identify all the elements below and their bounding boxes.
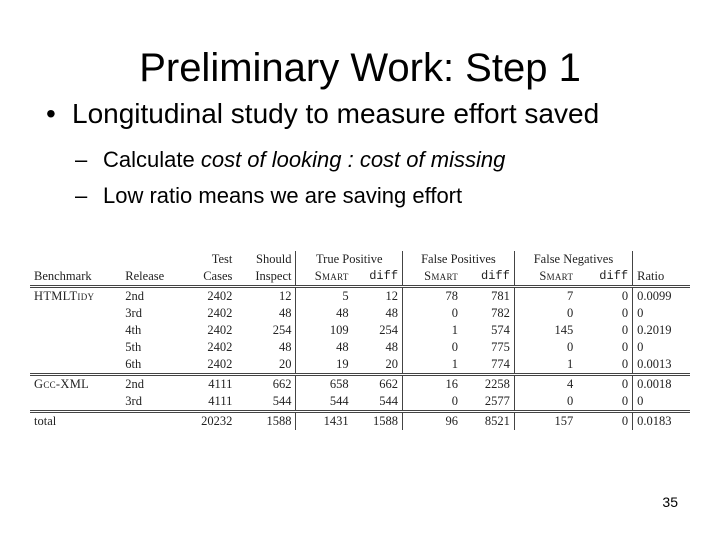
header-test: Test [211,252,233,266]
cell-fn-smart: 0 [567,306,574,320]
cell-benchmark [30,322,121,339]
cell-tp-smart: 544 [296,393,353,412]
table-group-header-row [30,251,690,268]
cell-fp-diff: 775 [462,339,514,356]
cell-tp-smart: 5 [342,289,349,303]
cell-inspect: 1588 [236,412,296,431]
cell-ratio: 0 [637,340,644,354]
bullet-main-text: Longitudinal study to measure effort saved [72,98,600,129]
cell-inspect: 48 [236,305,296,322]
col-fp-diff: diff [462,268,514,287]
cell-inspect: 662 [236,375,296,394]
cell-release: 5th [125,340,142,354]
cell-ratio: 0 [633,393,690,412]
cell-release: 3rd [125,306,142,320]
cell-fp-diff: 774 [462,356,514,375]
cell-tp-diff: 48 [353,339,403,356]
cell-inspect: 20 [236,356,296,375]
cell-fp-smart: 16 [445,377,459,391]
cell-inspect: 544 [236,393,296,412]
cell-fp-smart: 0 [451,306,459,320]
cell-fp-diff: 2577 [462,393,514,412]
cell-tp-diff: 544 [353,393,403,412]
cell-release [121,412,184,431]
cell-fn-diff: 0 [577,305,632,322]
cell-tp-smart: 48 [336,306,349,320]
cell-cases: 2402 [184,356,236,375]
cell-fp-smart: 0 [451,340,459,354]
cell-fn-diff: 0 [577,393,632,412]
cell-cases: 4111 [208,377,233,391]
cell-tp-smart: 19 [296,356,353,375]
cell-benchmark [30,305,121,322]
cell-tp-diff: 1588 [353,412,403,431]
col-fn-diff: diff [577,268,632,287]
cell-fn-diff: 0 [577,339,632,356]
cell-fp-smart: 1 [451,323,459,337]
cell-cases: 2402 [207,323,233,337]
cell-cases: 2402 [207,340,233,354]
col-ratio: Ratio [633,268,690,287]
cell-tp-smart: 48 [336,340,349,354]
bullet-dot-icon: • [46,98,56,129]
cell-fn-diff: 0 [577,375,632,394]
cell-fp-diff: 8521 [462,412,514,431]
table-row [30,305,690,322]
cell-fp-smart: 1 [403,356,462,375]
cell-fn-smart: 0 [567,340,574,354]
col-cases: Cases [184,268,236,287]
table-row [30,375,690,394]
col-benchmark: Benchmark [30,268,121,287]
cell-release: 6th [121,356,184,375]
table-row [30,287,690,306]
col-release: Release [121,268,184,287]
cell-fn-diff: 0 [577,322,632,339]
cell-fn-smart: 7 [567,289,574,303]
cell-tp-diff: 48 [353,305,403,322]
cell-benchmark [30,339,121,356]
cell-benchmark [30,356,121,375]
cell-fn-diff: 0 [577,287,632,306]
slide-title: Preliminary Work: Step 1 [139,46,581,90]
header-false-negatives: False Negatives [514,251,632,268]
table-total-row [30,412,690,431]
cell-release: 3rd [121,393,184,412]
cell-cases: 20232 [201,414,233,428]
sub-bullet-cost-prefix: Calculate [103,147,201,172]
cell-ratio: 0.0183 [637,414,672,428]
cell-ratio: 0.0013 [633,356,690,375]
col-tp-smart: Smart [296,268,353,287]
col-tp-diff: diff [353,268,403,287]
bullet-main [46,96,599,132]
col-inspect: Inspect [236,268,296,287]
cell-cases: 4111 [184,393,236,412]
results-table [30,251,690,430]
cell-fn-diff: 0 [577,412,632,431]
table-column-header-row [30,268,690,287]
cell-fp-diff: 574 [462,322,514,339]
cell-fn-smart: 0 [514,393,577,412]
cell-fn-diff: 0 [577,356,632,375]
header-false-positives: False Positives [403,251,515,268]
cell-fp-smart: 0 [403,393,462,412]
cell-benchmark: Gcc-XML [34,377,90,391]
cell-ratio: 0.0099 [637,289,672,303]
cell-tp-smart: 658 [329,377,349,391]
sub-bullet-ratio [75,182,462,210]
cell-inspect: 12 [236,287,296,306]
header-true-positive: True Positive [296,251,403,268]
table-row [30,339,690,356]
dash-icon: – [75,183,88,208]
cell-tp-diff: 662 [353,375,403,394]
cell-tp-diff: 20 [353,356,403,375]
col-fn-smart: Smart [514,268,577,287]
cell-ratio: 0.0018 [637,377,672,391]
cell-tp-diff: 12 [353,287,403,306]
sub-bullet-ratio-text: Low ratio means we are saving effort [103,183,463,208]
cell-ratio: 0 [637,306,644,320]
cell-release: 2nd [125,377,145,391]
cell-fn-smart: 157 [554,414,574,428]
table-row [30,356,690,375]
table-row [30,393,690,412]
cell-fn-smart: 1 [514,356,577,375]
cell-tp-smart: 109 [329,323,349,337]
cell-release: 4th [125,323,142,337]
header-should: Should [236,251,296,268]
cell-benchmark: total [34,414,57,428]
cell-fp-diff: 2258 [462,375,514,394]
cell-fp-diff: 782 [462,305,514,322]
page-number: 35 [662,494,678,510]
cell-tp-smart: 1431 [323,414,349,428]
cell-benchmark: HTMLTidy [34,289,95,303]
cell-fp-smart: 96 [445,414,459,428]
col-fp-smart: Smart [403,268,462,287]
dash-icon: – [75,147,88,172]
cell-fn-smart: 145 [554,323,574,337]
cell-ratio: 0.2019 [637,323,672,337]
cell-cases: 2402 [207,306,233,320]
cell-fn-smart: 4 [567,377,574,391]
cell-fp-diff: 781 [462,287,514,306]
cell-benchmark [30,393,121,412]
table-row [30,322,690,339]
cell-inspect: 48 [236,339,296,356]
sub-bullet-cost-italic: cost of looking : cost of missing [200,147,506,172]
cell-inspect: 254 [236,322,296,339]
cell-fp-smart: 78 [445,289,459,303]
cell-release: 2nd [125,289,145,303]
cell-cases: 2402 [207,289,233,303]
cell-tp-diff: 254 [353,322,403,339]
sub-bullet-cost [75,146,505,174]
